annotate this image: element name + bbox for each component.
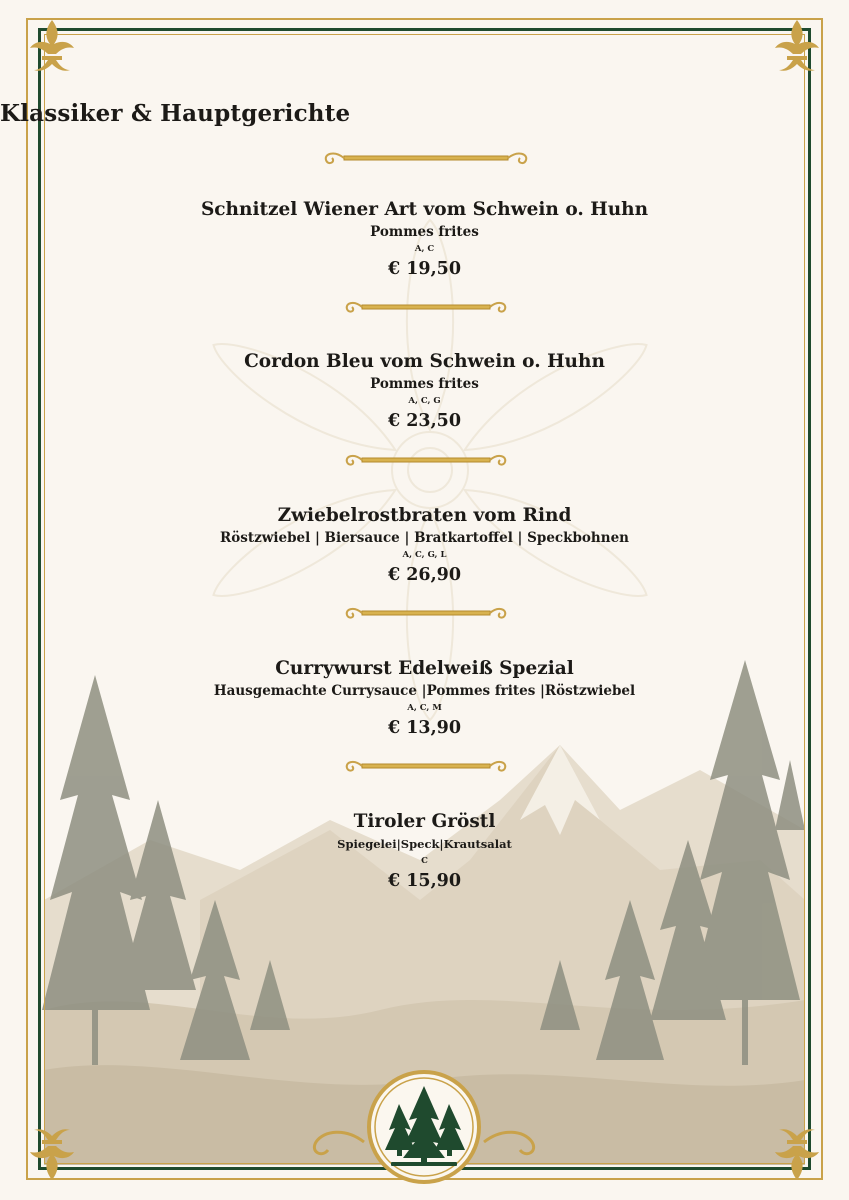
gold-scroll-divider-icon <box>340 451 512 469</box>
dish-allergens: A, C <box>414 244 435 254</box>
gold-scroll-divider-icon <box>318 148 534 168</box>
dish-description: Pommes frites <box>370 376 479 392</box>
dish-price: € 23,50 <box>387 411 462 431</box>
dish-name: Cordon Bleu vom Schwein o. Huhn <box>244 351 605 372</box>
dish-price: € 13,90 <box>387 718 462 738</box>
dish-price: € 15,90 <box>387 871 462 891</box>
fleur-de-lis-icon <box>20 14 84 78</box>
gold-scroll-divider-icon <box>340 298 512 316</box>
dish-allergens: A, C, G, L <box>402 550 447 560</box>
menu-item <box>0 504 849 587</box>
dish-description: Pommes frites <box>370 224 479 240</box>
menu-item <box>0 350 849 433</box>
dish-allergens: C <box>421 856 428 866</box>
dish-price: € 26,90 <box>387 565 462 585</box>
dish-name: Tiroler Gröstl <box>353 811 496 832</box>
dish-allergens: A, C, G <box>408 396 441 406</box>
fleur-de-lis-icon <box>765 14 829 78</box>
page-title: Klassiker & Hauptgerichte <box>0 100 351 127</box>
dish-name: Currywurst Edelweiß Spezial <box>275 658 574 679</box>
menu-item <box>0 810 849 893</box>
gold-scroll-divider-icon <box>340 757 512 775</box>
menu-item <box>0 198 849 281</box>
dish-price: € 19,50 <box>387 259 462 279</box>
dish-name: Zwiebelrostbraten vom Rind <box>277 505 572 526</box>
gold-scroll-divider-icon <box>340 604 512 622</box>
pine-trees-logo-icon <box>365 1068 483 1186</box>
dish-allergens: A, C, M <box>407 703 442 713</box>
dish-description: Hausgemachte Currysauce |Pommes frites |Röstzwiebel <box>213 683 636 699</box>
fleur-de-lis-icon <box>20 1122 84 1186</box>
menu-item <box>0 657 849 740</box>
dish-description: Spiegelei|Speck|Krautsalat <box>337 837 512 851</box>
fleur-de-lis-icon <box>765 1122 829 1186</box>
dish-description: Röstzwiebel | Biersauce | Bratkartoffel | Speckbohnen <box>220 530 629 546</box>
dish-name: Schnitzel Wiener Art vom Schwein o. Huhn <box>200 199 649 220</box>
